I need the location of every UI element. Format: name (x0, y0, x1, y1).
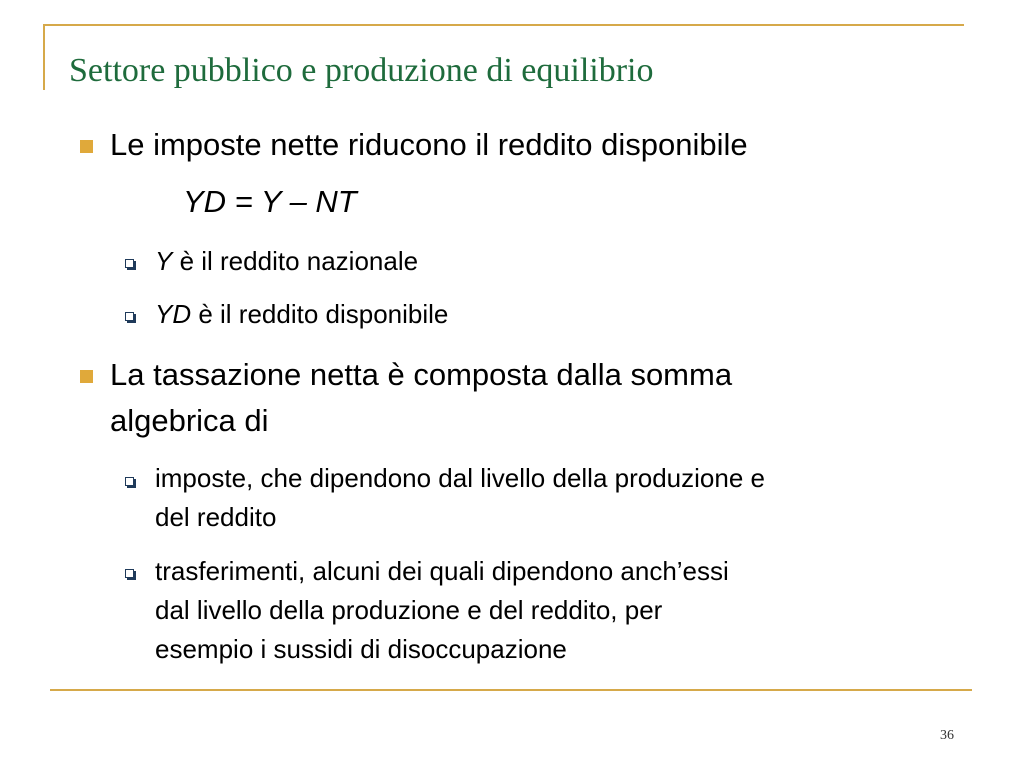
square-bullet-icon (80, 140, 93, 153)
sub-bullet-2-1-line-1: imposte, che dipendono dal livello della produzione e (155, 463, 765, 493)
square-bullet-icon (80, 370, 93, 383)
variable-yd: YD (155, 299, 192, 329)
formula: YD = Y – NT (183, 184, 357, 219)
variable-y: Y (155, 246, 173, 276)
hollow-square-bullet-icon (125, 569, 134, 578)
frame-left-rule (43, 24, 45, 90)
sub-bullet-1-2 (155, 297, 448, 332)
sub-bullet-2-2-line-1: trasferimenti, alcuni dei quali dipendono anch’essi (155, 556, 729, 586)
footer-rule (50, 689, 972, 691)
bullet-2-line-1: La tassazione netta è composta dalla somma (110, 357, 733, 392)
sub-bullet-1-1-text: è il reddito nazionale (172, 246, 419, 276)
sub-bullet-2-1-line-2: del reddito (155, 502, 277, 532)
bullet-2-line-2: algebrica di (110, 403, 269, 438)
frame-top-rule (43, 24, 964, 26)
page-number: 36 (940, 728, 954, 743)
hollow-square-bullet-icon (125, 312, 134, 321)
slide-title: Settore pubblico e produzione di equilibrio (69, 52, 654, 89)
bullet-1-text: Le imposte nette riducono il reddito disponibile (110, 127, 748, 162)
hollow-square-bullet-icon (125, 477, 134, 486)
sub-bullet-1-2-text: è il reddito disponibile (191, 299, 449, 329)
sub-bullet-1-1 (155, 244, 418, 279)
hollow-square-bullet-icon (125, 259, 134, 268)
sub-bullet-2-2-line-3: esempio i sussidi di disoccupazione (155, 634, 567, 664)
sub-bullet-2-2-line-2: dal livello della produzione e del reddito, per (155, 595, 663, 625)
